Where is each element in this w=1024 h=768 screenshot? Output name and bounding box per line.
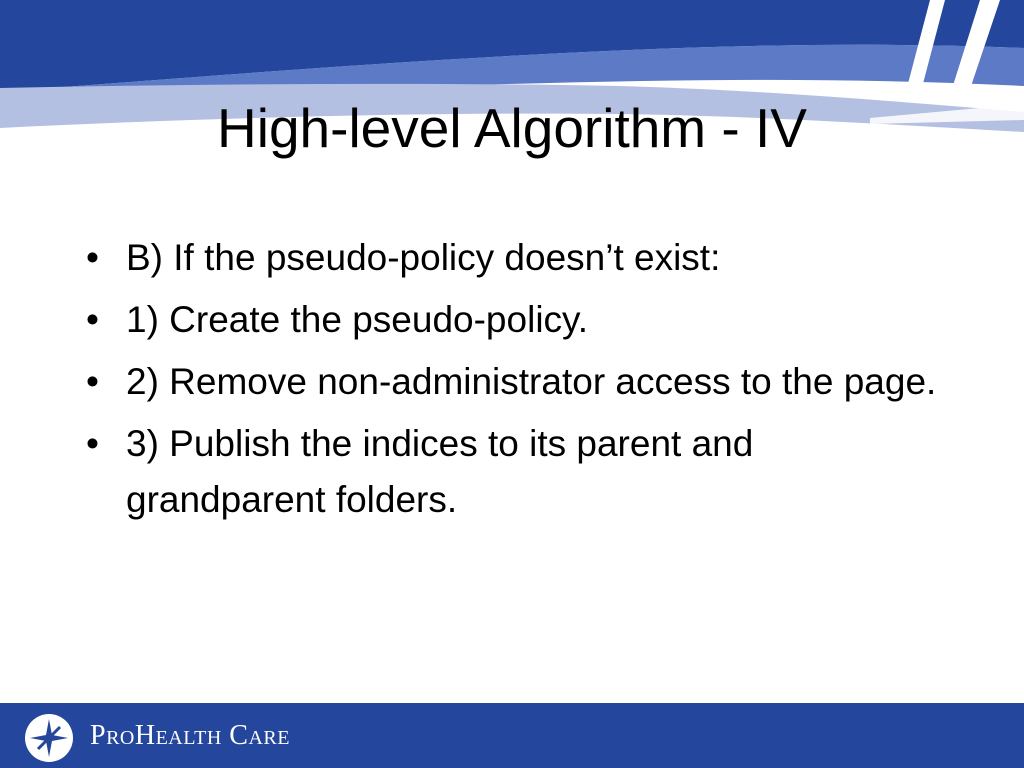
prohealth-star-icon bbox=[24, 713, 74, 763]
bullet-text: B) If the pseudo-policy doesn’t exist: bbox=[126, 237, 721, 278]
bullet-item bbox=[82, 416, 942, 528]
bullet-text: 1) Create the pseudo-policy. bbox=[126, 299, 589, 340]
bullet-item bbox=[82, 292, 942, 348]
bullet-icon: • bbox=[86, 299, 99, 340]
bullet-list bbox=[82, 230, 942, 534]
footer-brand-name: ProHealth Care bbox=[90, 720, 290, 751]
bullet-item bbox=[82, 230, 942, 286]
bullet-item bbox=[82, 354, 942, 410]
bullet-icon: • bbox=[86, 237, 99, 278]
footer-bar bbox=[0, 703, 1024, 768]
bullet-text: 3) Publish the indices to its parent and grandparent folders. bbox=[126, 423, 754, 520]
bullet-text: 2) Remove non-administrator access to the page. bbox=[126, 361, 937, 402]
slide-title: High-level Algorithm - IV bbox=[217, 97, 807, 159]
bullet-icon: • bbox=[86, 423, 99, 464]
bullet-icon: • bbox=[86, 361, 99, 402]
